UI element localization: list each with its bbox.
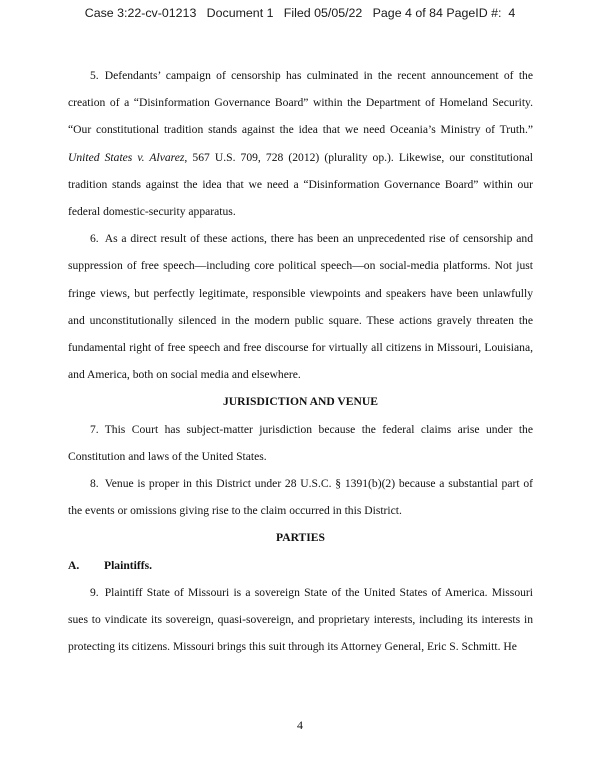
case-citation: United States v. Alvarez	[68, 150, 185, 164]
paragraph-number: 6.	[90, 232, 99, 246]
case-header: Case 3:22-cv-01213 Document 1 Filed 05/05/22 Page 4 of 84 PageID #: 4	[84, 6, 516, 20]
paragraph-text: Defendants’ campaign of censorship has culminated in the recent announcement of the creation of a “Disinformation Governance Board” within the Department of Homeland Security. “Our constitutional tradition stands against the idea that we need Oceania’s Ministry of Truth.”	[68, 69, 533, 137]
paragraph-number: 9.	[90, 585, 99, 599]
paragraph-number: 5.	[90, 69, 99, 82]
paragraph-text: This Court has subject-matter jurisdiction because the federal claims arise under the Constitution and laws of the United States.	[68, 422, 533, 463]
document-body	[68, 62, 533, 660]
paragraph-text: Venue is proper in this District under 28 U.S.C. § 1391(b)(2) because a substantial part of the events or omissions giving rise to the claim occurred in this District.	[68, 477, 533, 518]
paragraph-text-continued: , 567 U.S. 709, 728 (2012) (plurality op.). Likewise, our constitutional tradition stands against the idea that we need a “Disinformation Governance Board” within our federal domestic-security apparatus.	[68, 150, 533, 219]
paragraph-8	[68, 470, 533, 524]
section-heading-parties: PARTIES	[276, 531, 325, 545]
paragraph-6	[68, 225, 533, 388]
paragraph-number: 8.	[90, 477, 99, 491]
page-number: 4	[297, 718, 303, 732]
paragraph-9	[68, 579, 533, 661]
subheading-title: Plaintiffs.	[104, 558, 152, 572]
paragraph-text: As a direct result of these actions, there has been an unprecedented rise of censorship and suppression of free speech—including core political speech—on social-media platforms. Not just fringe views, but perfectly legitimate, responsible viewpoints and speakers have been unlawfully and unconstitutionally silenced in the modern public square. These actions gravely threaten the fundamental right of free speech and free discourse for virtually all citizens in Missouri, Louisiana, and America, both on social media and elsewhere.	[68, 232, 533, 382]
subheading-plaintiffs	[68, 552, 533, 579]
paragraph-5	[68, 62, 533, 225]
paragraph-number: 7.	[90, 422, 99, 436]
section-heading-jurisdiction: JURISDICTION AND VENUE	[222, 395, 379, 409]
paragraph-text: Plaintiff State of Missouri is a sovereign State of the United States of America. Missouri sues to vindicate its sovereign, quasi-sovereign, and proprietary interests, including its interests in protecting its citizens. Missouri brings this suit through its Attorney General, Eric S. Schmitt. He	[68, 585, 533, 654]
subheading-letter: A.	[68, 558, 80, 572]
paragraph-7	[68, 416, 533, 470]
